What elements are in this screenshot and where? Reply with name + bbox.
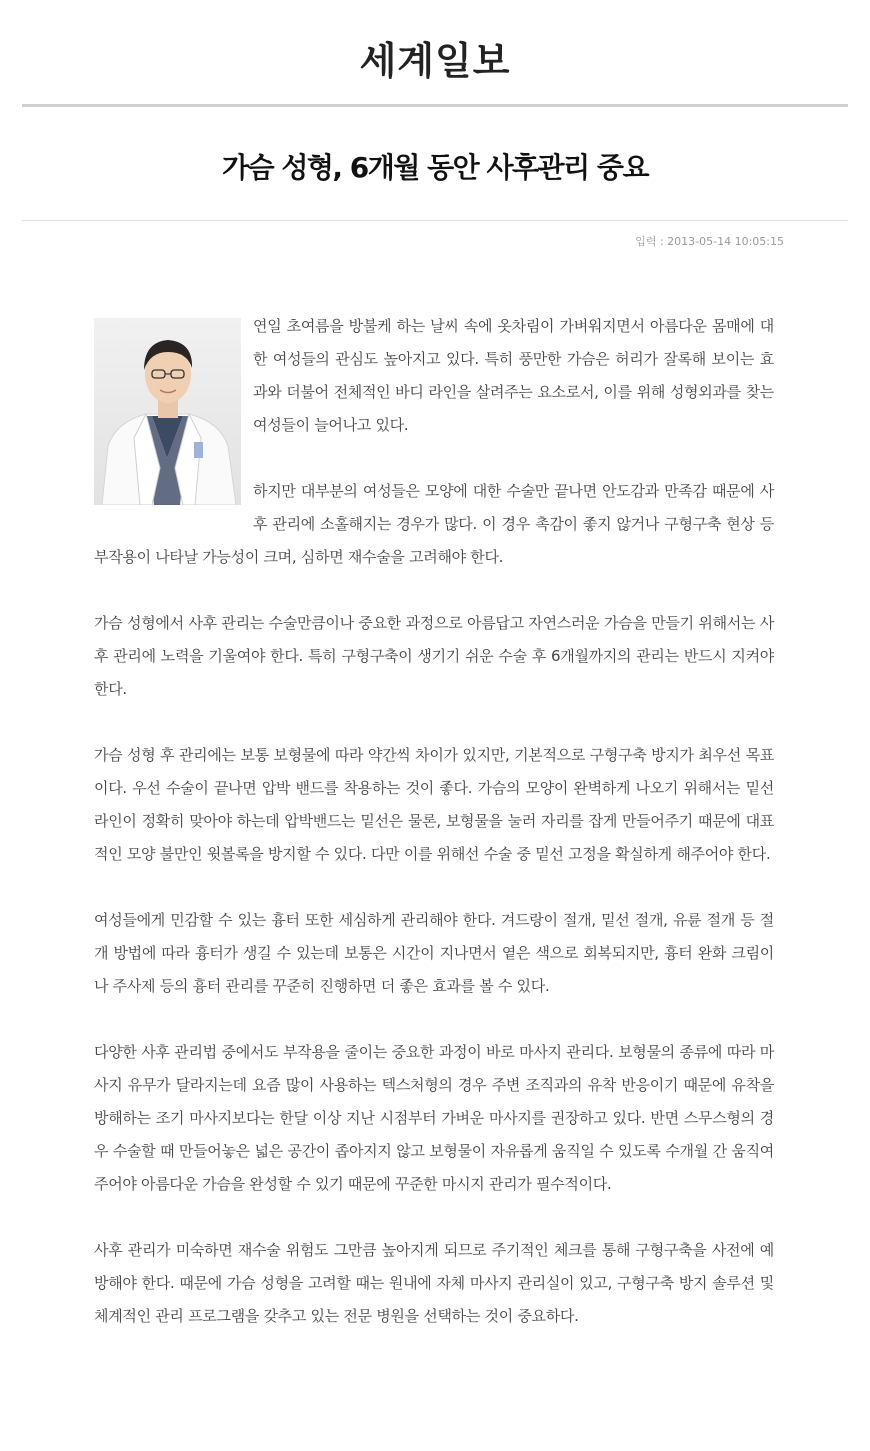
masthead-logo[interactable]: 세계일보 <box>359 38 511 83</box>
article-paragraph: 가슴 성형에서 사후 관리는 수술만큼이나 중요한 과정으로 아름답고 자연스러운 가슴을 만들기 위해서는 사후 관리에 노력을 기울여야 한다. 특히 구형구축이 생기기 쉬운 수술 후 6개월까지의 관리는 반드시 지켜야 한다. <box>94 614 774 698</box>
article-paragraph: 사후 관리가 미숙하면 재수술 위험도 그만큼 높아지게 되므로 주기적인 체크를 통해 구형구축을 사전에 예방해야 한다. 때문에 가슴 성형을 고려할 때는 원내에 자체 마사지 관리실이 있고, 구형구축 방지 솔루션 및 체계적인 관리 프로그램을 갖추고 있는 전문 병원을 선택하는 것이 중요하다. <box>94 1241 774 1325</box>
article-paragraph: 하지만 대부분의 여성들은 모양에 대한 수술만 끝나면 안도감과 만족감 때문에 사후 관리에 소홀해지는 경우가 많다. 이 경우 촉감이 좋지 않거나 구형구축 현상 등 부작용이 나타날 가능성이 크며, 심하면 재수술을 고려해야 한다. <box>94 482 774 566</box>
article-paragraph: 연일 초여름을 방불케 하는 날씨 속에 옷차림이 가벼워지면서 아름다운 몸매에 대한 여성들의 관심도 높아지고 있다. 특히 풍만한 가슴은 허리가 잘록해 보이는 효과와 더불어 전체적인 바디 라인을 살려주는 요소로서, 이를 위해 성형외과를 찾는 여성들이 늘어나고 있다. <box>253 317 774 434</box>
doctor-portrait-illustration <box>94 318 241 505</box>
headline-divider <box>22 220 848 221</box>
published-date: 입력 : 2013-05-14 10:05:15 <box>635 235 784 248</box>
doctor-photo <box>94 318 241 505</box>
header-divider <box>22 104 848 107</box>
article-headline: 가슴 성형, 6개월 동안 사후관리 중요 <box>221 151 649 184</box>
article-paragraph: 다양한 사후 관리법 중에서도 부작용을 줄이는 중요한 과정이 바로 마사지 관리다. 보형물의 종류에 따라 마사지 유무가 달라지는데 요즘 많이 사용하는 텍스처형의 경우 주변 조직과의 유착 반응이기 때문에 유착을 방해하는 조기 마사지보다는 한달 이상 지난 시점부터 가벼운 마사지를 권장하고 있다. 반면 스무스형의 경우 수술할 때 만들어놓은 넓은 공간이 좁아지지 않고 보형물이 자유롭게 움직일 수 있도록 수개월 간 움직여 주어야 아름다운 가슴을 완성할 수 있기 때문에 꾸준한 마시지 관리가 필수적이다. <box>94 1043 774 1193</box>
article-paragraph: 가슴 성형 후 관리에는 보통 보형물에 따라 약간씩 차이가 있지만, 기본적으로 구형구축 방지가 최우선 목표이다. 우선 수술이 끝나면 압박 밴드를 착용하는 것이 좋다. 가슴의 모양이 완벽하게 나오기 위해서는 밑선 라인이 정확히 맞아야 하는데 압박밴드는 밑선은 물론, 보형물을 눌러 자리를 잡게 만들어주기 때문에 대표적인 모양 불만인 윗볼록을 방지할 수 있다. 다만 이를 위해선 수술 중 밑선 고정을 확실하게 해주어야 한다. <box>94 746 774 863</box>
article-paragraph: 여성들에게 민감할 수 있는 흉터 또한 세심하게 관리해야 한다. 겨드랑이 절개, 밑선 절개, 유륜 절개 등 절개 방법에 따라 흉터가 생길 수 있는데 보통은 시간이 지나면서 옅은 색으로 회복되지만, 흉터 완화 크림이나 주사제 등의 흉터 관리를 꾸준히 진행하면 더 좋은 효과를 볼 수 있다. <box>94 911 774 995</box>
article-body <box>94 310 774 1333</box>
